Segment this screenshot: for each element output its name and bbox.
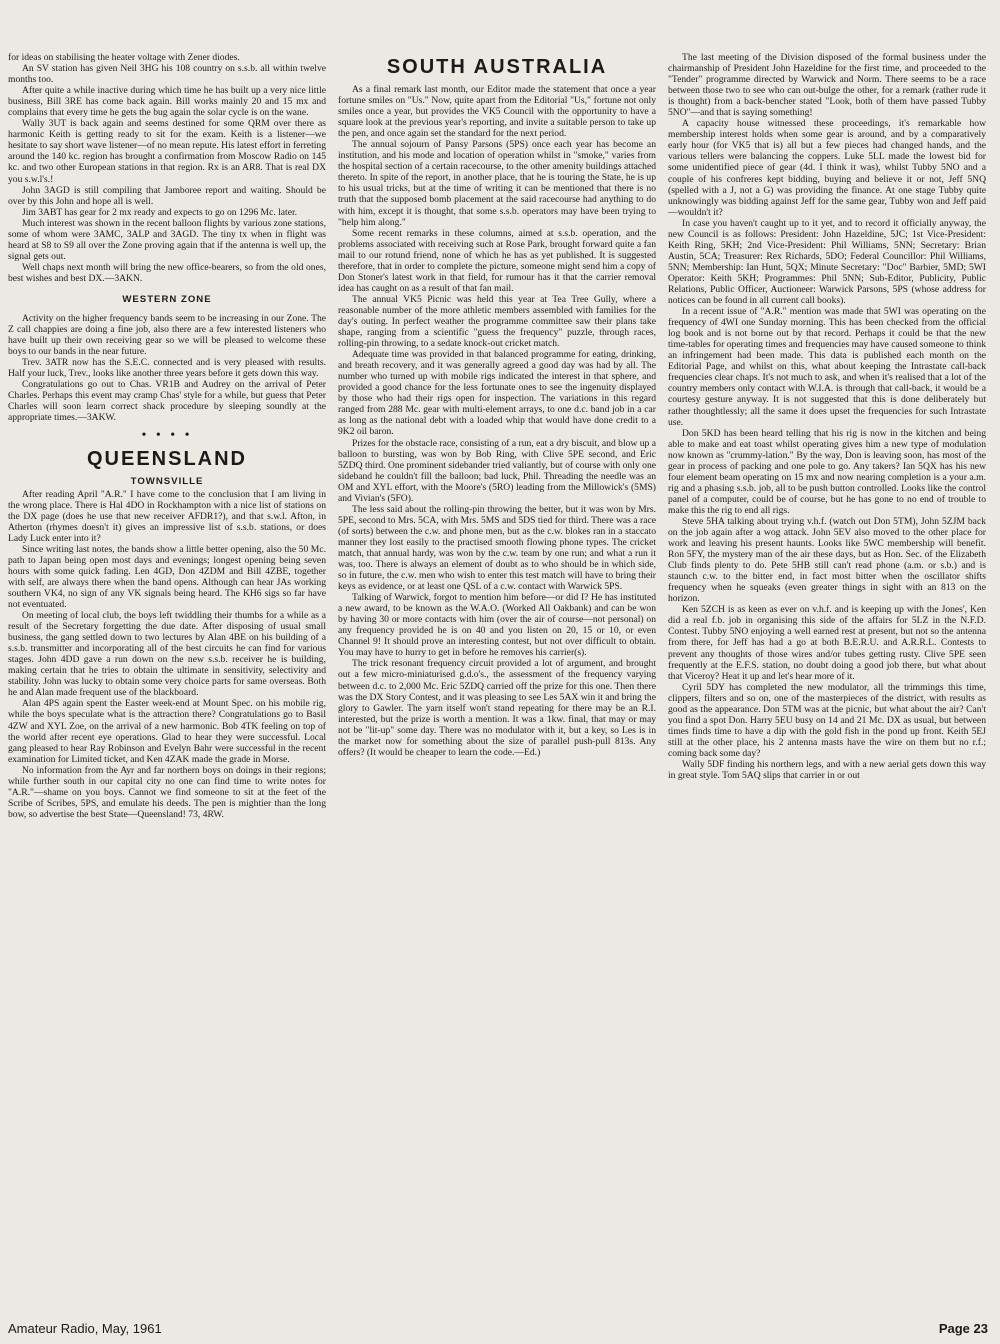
column-left [8, 52, 326, 1314]
subsection-heading-townsville: TOWNSVILLE [130, 475, 204, 487]
footer-publication: Amateur Radio, May, 1961 [8, 1321, 162, 1336]
paragraph: Ken 5ZCH is as keen as ever on v.h.f. and is keeping up with the Jones', Ken did a real f.b. job in organising this side of the affairs for 5LZ in the N.F.D. Contest. Tubby 5NO enjoying a well earned rest at present, but not so the antenna from there, for Jeff has had a go at both B.E.R.U. and A.R.R.L. Contests to prevent any thoughts of those wires and/or tubes getting rusty. Clive 5PE seen frequently at the E.F.S. station, no doubt doing a good job there, but what about that Viceroy? Heat it up and let's hear more of it. [668, 604, 986, 682]
paragraph: Congratulations go out to Chas. VR1B and Audrey on the arrival of Peter Charles. Perhaps this event may cramp Chas' style for a while, but guess that Peter Charles will soon learn correct shack procedure by sleeping soundly at the appropriate times.—3AKW. [8, 379, 326, 424]
paragraph: Cyril 5DY has completed the new modulator, all the trimmings this time, clippers, filters and so on, one of the masterpieces of the district, with results as good as the appearance. Don 5TM was at the picnic, but what about the air? Can't you find a spot Don. Harry 5EU busy on 14 and 21 Mc. DX as usual, but between times finds time to have a dip with the gold fish in the pond up front. Keith 5EJ still at the other place, his 2 antenna masts have the wire on them but no r.f.; coming back some day? [668, 681, 986, 759]
paragraph: Some recent remarks in these columns, aimed at s.s.b. operation, and the problems associated with receiving such at Rose Park, brought forward quite a fan mail to our rotund friend, none of which he has as yet published. It is suggested therefore, that in order to complete the picture, someone might send him a copy of Don Stoner's latest work in that field, for rumour has it that the carrier removal idea has caught on as a result of that fan mail. [338, 227, 656, 294]
paragraph: After reading April "A.R." I have come to the conclusion that I am living in the wrong place. There is Hal 4DO in Rockhampton with a nice list of stations on the DX page (does he use that new receiver AFDR1?), and that s.w.l. Afton, in Atherton (rhymes doesn't it) gives an impressive list of s.s.b. stations, or does Lady Luck enter into it? [8, 488, 326, 544]
page-footer [8, 1321, 988, 1341]
paragraph: As a final remark last month, our Editor made the statement that once a year fortune smiles on "Us." Now, quite apart from the Editorial "Us," fortune not only smiles once a year, but provides the VK5 Council with the opportunity to have a square look at the previous year's reporting, and invite a suitable person to take up the pen, and once again set the standard for the next period. [338, 84, 656, 140]
paragraph: Steve 5HA talking about trying v.h.f. (watch out Don 5TM), John 5ZJM back on the job again after a wog attack. John 5EV also moved to the other place for work and leaving his present haunts. Looks like 5WC membership will benefit. Ron 5FY, the mystery man of the air these days, but as Hon. Sec. of the Elizabeth Club finds plenty to do. Pete 5HB still can't read phone (a.m. or s.b.) and is staunch c.w. to the bitter end, in fact most bitter when the oscillator shifts frequency when he squeaks (even greater things in sight with an 813 on the horizon. [668, 515, 986, 605]
paragraph: An SV station has given Neil 3HG his 108 country on s.s.b. all within twelve months too. [8, 63, 326, 86]
paragraph: The annual VK5 Picnic was held this year at Tea Tree Gully, where a reasonable number of the more athletic members assembled with families for the day's outing. In perfect weather the programme committee saw their plans take shape, ranging from a scientific "guess the frequency" puzzle, through races, rolling-pin throwing, to a sedate knock-out cricket match. [338, 293, 656, 350]
paragraph: Since writing last notes, the bands show a little better opening, also the 50 Mc. path to Japan being open most days and evenings; longest opening being seven hours with some quick fading. Len 4GD, Don 4ZDM and Bill 4ZBE, together with self, are always there when the band opens. Although can hear JAs working southern VK4, no sign of any VK signals being heard. The KH6 sigs so far have not eventuated. [8, 543, 326, 611]
paragraph: Jim 3ABT has gear for 2 mx ready and expects to go on 1296 Mc. later. [22, 206, 298, 218]
column-middle [338, 56, 656, 1318]
paragraph: Don 5KD has been heard telling that his rig is now in the kitchen and being able to make and eat toast whilst operating gives him a new type of modulation now known as "crummy-lation." By the way, Don is leaving soon, has most of the gear in process of packing and one pole to go. Any takers? Ian 5QX has his new four element beam operating on 15 mx and now nearing completion is a your a.m. rig and a phasing s.s.b. job, all to be push button controlled. Looks like the control panel of a computer, could be of course, but he has gone to no end of trouble to make this the rig to end all rigs. [668, 427, 986, 516]
subsection-heading-western-zone: WESTERN ZONE [122, 293, 212, 305]
paragraph: Alan 4PS again spent the Easter week-end at Mount Spec. on his mobile rig, while the boys speculate what is the attraction there? Congratulations go to Basil 4ZW and XYL Zoe, on the arrival of a new harmonic. Bob 4TK feeling on top of the world after recent eye operations. Glad to hear they were successful. Local gang pleased to hear Ray Robinson and Evelyn Bahr were successful in the recent examination for Limited ticket, and Ken 4ZAK made the grade in Morse. [8, 698, 326, 765]
paragraph: Wally 5DF finding his northern legs, and with a new aerial gets down this way in great style. Tom 5AQ slips that carrier in or out [668, 759, 986, 782]
paragraph: for ideas on stabilising the heater voltage with Zener diodes. [8, 52, 240, 63]
paragraph: After quite a while inactive during which time he has built up a very nice little business, Bill 3RE has come back again. Bill works mainly 20 and 15 mx and complains that every time he gets the bug again the solar cycle is on the wane. [8, 85, 326, 119]
paragraph: The last meeting of the Division disposed of the formal business under the chairmanship of President John Hazeldine for the first time, and proceeded to the "Tender" programme directed by Warwick and Norm. There seems to be a race between those two to see who can out-bulge the other, for a remark (rather rude it is thought) from a back-bencher stated "Look, both of them have passed Tubby 5NO"—and that is saying something! [668, 52, 986, 119]
page-number: Page 23 [938, 1321, 988, 1336]
paragraph: On meeting of local club, the boys left twiddling their thumbs for a while as a result of the Secretary forgetting the due date. After disposing of usual small business, the gang settled down to two lectures by Alan 4BE on his building of a s.s.b. transmitter and incorporating all of the best circuits he can find for various stages. John 4DD gave a run down on the new s.s.b. receiver he is building, making certain that he tries to obtain the ultimate in sensitivity, selectivity and stability. John was lucky to obtain some very choice parts for same overseas. Both he and Alan made frequent use of the blackboard. [8, 610, 326, 699]
paragraph: The annual sojourn of Pansy Parsons (5PS) once each year has become an institution, and his mode and location of operation whilst in "smoke," varies from the hospital section of a certain racecourse, to the other amenity buildings attached thereto. In spite of the report, in another place, that he is touring the State, he is up to his usual tricks, but at the time of writing it can be mentioned that there is no truth that the supposed bomb placement at the said racecourse had anything to do with him, except it is thought, that some s.s.b. operators may have been trying to "help him along." [338, 139, 656, 228]
paragraph: In a recent issue of "A.R." mention was made that 5WI was operating on the frequency of 4WI one Sunday morning. This has been checked from the official log book and is not borne out by that record. Perhaps it could be that the new time-tables for operating times and frequencies may have caused someone to think an infringement had been made. This data is published each month on the Editorial Page, and whilst on this, what about keeping the Intrastate call-back frequencies clear chaps. It's not much to ask, and when it's realised that a lot of the country members only contact with W.I.A. is through that call-back, it would be a courtesy gesture anyway. It is not suggested that this is done deliberately but rather thoughtlessly; all the same it does upset the frequencies for such Intrastate use. [668, 306, 986, 428]
paragraph: Adequate time was provided in that balanced programme for eating, drinking, and breath recovery, and it was generally agreed a good day was had by all. The number who turned up with mobile rigs indicated the interest in that sphere, and provided a good chance for the less fortunate ones to see the ingenuity displayed by those who had their rigs open for inspection. The variations in this regard ranged from 288 Mc. gear with multi-element arrays, to one d.c. band job in a car as long as the national debt with a loaded whip that would have done credit to a 9K2 oil baron. [338, 349, 656, 438]
paragraph: In case you haven't caught up to it yet, and to record it officially anyway, the new Council is as follows: President: John Hazeldine, 5JC; 1st Vice-President: Keith Ring, 5KH; 2nd Vice-President: Phil Williams, 5NN; Secretary: Brian Austin, 5CA; Treasurer: Rex Richards, 5DO; Federal Councillor: Phil Williams, 5NN; Membership: Ian Hunt, 5QX; Minute Secretary: "Doc" Barbier, 5MD; 5WI Operator: Keith 5KH; Programmes: Phil 5NN; Sub-Editor, Publicity, Public Relations, Public Officer, Auctioneer: Warwick Parsons, 5PS (whose address for notices can be found in all current call books). [668, 217, 986, 307]
paragraph: The trick resonant frequency circuit provided a lot of argument, and brought out a few micro-miniaturised g.d.o's., the assessment of the frequency varying between d.c. to 2,000 Mc. Eric 5ZDQ carried off the prize for this one. Then there was the DX Story Contest, and it was pleasing to see Les 5AX win it and bring the glory to Gawler. The yarn itself won't stand repeating for there may be an R.I. interested, but the prize is worth a mention. It was a 1kw. final, that may or may not be "lit-up" some day. There was no modulator with it, but a key, so Les is in the market now for something about the size of parallel push-pull 813s. Any offers? (It would be cheaper to learn the code.—Ed.) [338, 658, 656, 758]
paragraph: Much interest was shown in the recent balloon flights by various zone stations, some of whom were 3AMC, 3ALP and 3AGD. The tiny tx when in flight was heard at S8 to S9 all over the Zone proving again that if the antenna is well up, the signal gets out. [8, 217, 326, 262]
paragraph: Activity on the higher frequency bands seem to be increasing in our Zone. The Z call chappies are doing a fine job, also there are a few interested listeners who have built up their own receiving gear so we will be pleased to welcome these boys to our bands in the near future. [8, 313, 326, 358]
section-title-queensland: QUEENSLAND [86, 447, 247, 470]
paragraph: No information from the Ayr and far northern boys on doings in their regions; while further south in our capital city no one can find time to write notes for "A.R."—shame on you boys. Cannot we find someone to sit at the feet of the Scribe of Scribes, 5PS, and emulate his deeds. The pen is mightier than the long bow, so advertise the best State—Queensland! 73, 4RW. [8, 764, 326, 820]
paragraph: Wally 3UT is back again and seems destined for some QRM over there as harmonic Keith is getting ready to sit for the exam. Keith is a listener—we hesitate to say short wave listener—of no mean repute. His latest effort in ferreting around the 140 kc. region has brought a confirmation from Moscow Radio on 145 kc. and two other European stations in that region. Rx is an AR8. That is real DX you s.w.l's.! [8, 118, 326, 185]
section-separator: • • • • [141, 427, 193, 443]
column-right [668, 52, 986, 1314]
paragraph: John 3AGD is still compiling that Jamboree report and waiting. Should be over by this John and hope all is well. [8, 184, 326, 207]
paragraph: The less said about the rolling-pin throwing the better, but it was won by Mrs. 5PE, second to Mrs. 5CA, with Mrs. 5MS and 5DS tied for third. There was a race (of sorts) between the c.w. and phone men, but as the c.w. blokes ran in a staccato manner they lost easily to the practised smooth flowing phone types. The cricket match, that annual hardy, was won by the c.w. team by one run; and what a run it was, too. There is always an element of doubt as to who should be in which side, so in future, the c.w. men who wish to enter this test match will have to bring their keys as evidence, or at least one QSL of a c.w. contact with Warwick 5PS. [338, 503, 656, 593]
paragraph: Talking of Warwick, forgot to mention him before—or did I? He has instituted a new award, to be known as the W.A.O. (Worked All Oakbank) and can be won by having 30 or more contacts with him (over the air of course—not personal) on any frequency provided he is on 40 and you listen on 20, 15 or 10, or even Channel 9! It should prove an interesting contest, but not over difficult to obtain. You may have to hurry to get in before he removes his carrier(s). [338, 592, 656, 659]
paragraph: Prizes for the obstacle race, consisting of a run, eat a dry biscuit, and blow up a balloon to bursting, was won by Bob Ring, with Clive 5PE second, and Eric 5ZDQ third. One prominent sidebander tried valiantly, but of course with only one sideband he couldn't fill the balloon; bad luck, Phil. Threading the needle was an OM and XYL effort, with the Moore's (5RO) leading from the Millowick's (5MS) and Vivian's (5FO). [338, 437, 656, 504]
paragraph: A capacity house witnessed these proceedings, it's remarkable how membership interest holds when some gear is around, and by a comparatively early hour (for VK5 that is) all but a few pieces had changed hands, and the various tellers were balancing the coppers. Luke 5LL made the lowest bid for some unidentified piece of gear (4d. I think it was), whilst Tubby 5NO and a couple of his confreres kept bidding, buying and believe it or not, Jeff 5NQ (spelled with a J, not a G) was providing the finance. At one stage Tubby quite unknowingly was bidding against Jeff for the same gear, Tubby won and Jeff paid—wouldn't it? [668, 118, 986, 218]
paragraph: Well chaps next month will bring the new office-bearers, so from the old ones, best wishes and best DX.—3AKN. [8, 261, 326, 284]
section-title-south-australia: SOUTH AUSTRALIA [386, 56, 608, 78]
paragraph: Trev. 3ATR now has the S.E.C. connected and is very pleased with results. Half your luck, Trev., looks like another three years before it gets down this way. [8, 357, 326, 380]
